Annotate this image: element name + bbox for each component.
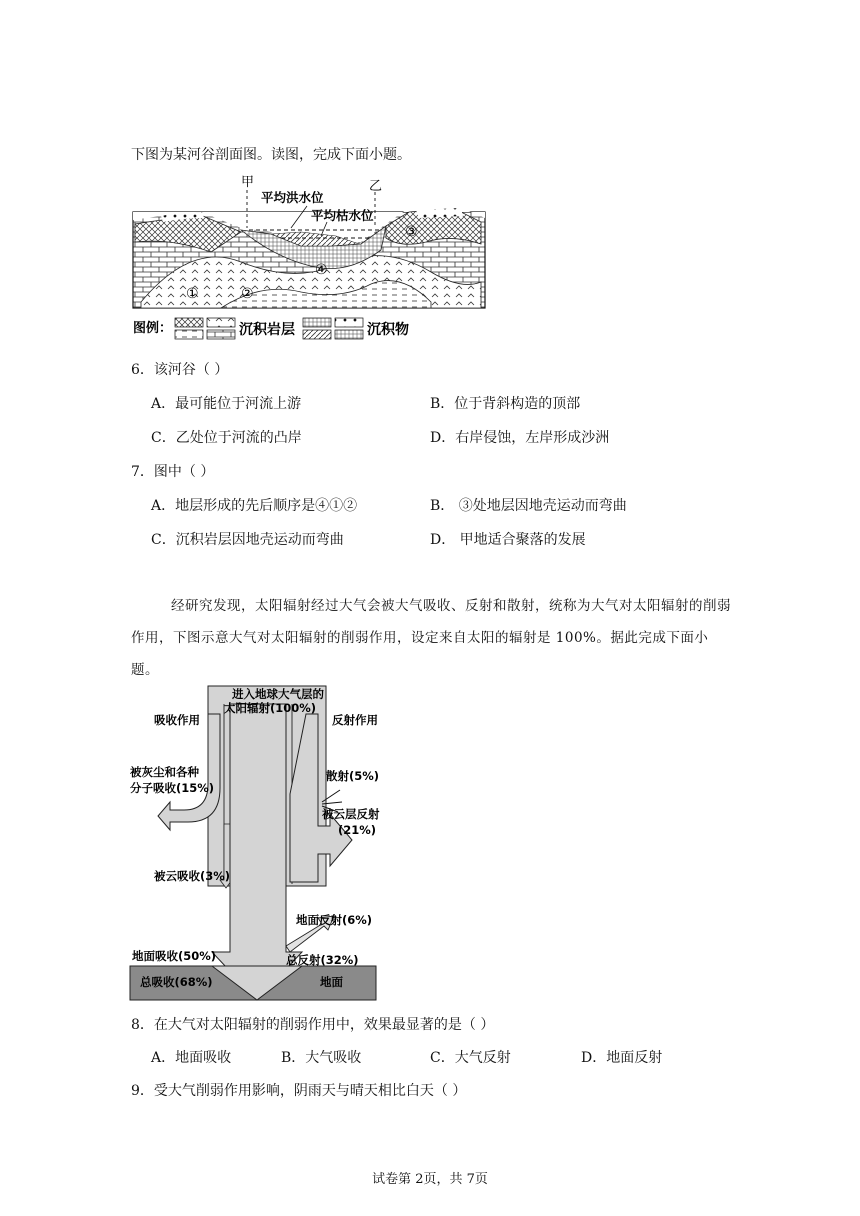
dust-absorb-label-2: 分子吸收(15%)	[130, 781, 215, 795]
ground-label: 地面	[320, 975, 343, 989]
marker-2: ②	[241, 286, 254, 302]
reflection-label: 反射作用	[332, 713, 378, 727]
ground-absorb-label: 地面吸收(50%)	[132, 949, 217, 963]
q7-option-a[interactable]: A．地层形成的先后顺序是④①②	[151, 498, 358, 514]
legend-sediment: 沉积物	[367, 322, 409, 338]
q6-option-a[interactable]: A．最可能位于河流上游	[151, 396, 302, 412]
q8-stem: 8．在大气对太阳辐射的削弱作用中，效果最显著的是（ ）	[131, 1017, 495, 1033]
q8-option-b[interactable]: B．大气吸收	[281, 1050, 362, 1066]
absorption-label: 吸收作用	[154, 713, 200, 727]
solar-radiation-figure	[126, 684, 382, 1004]
flood-level-label: 平均洪水位	[261, 190, 324, 205]
q7-option-d[interactable]: D． 甲地适合聚落的发展	[430, 532, 586, 548]
marker-3: ③	[405, 224, 418, 240]
q7-option-c[interactable]: C．沉积岩层因地壳运动而弯曲	[151, 532, 344, 548]
incoming-radiation-label-1: 进入地球大气层的	[232, 687, 324, 701]
label-jia: 甲	[241, 175, 255, 190]
q7-option-b[interactable]: B． ③处地层因地壳运动而弯曲	[430, 498, 627, 514]
dry-level-label: 平均枯水位	[311, 208, 374, 223]
cloud-reflect-label-2: (21%)	[338, 823, 377, 837]
scatter-label: 散射(5%)	[326, 769, 380, 783]
total-reflect-label: 总反射(32%)	[286, 953, 359, 967]
incoming-radiation-label-2: 太阳辐射(100%)	[224, 701, 317, 715]
q6-option-b[interactable]: B．位于背斜构造的顶部	[430, 396, 581, 412]
q8-option-c[interactable]: C．大气反射	[430, 1050, 511, 1066]
legend-title: 图例：	[133, 321, 173, 336]
dust-absorb-label-1: 被灰尘和各种	[130, 765, 199, 779]
marker-1: ①	[186, 286, 199, 302]
cloud-reflect-label-1: 被云层反射	[322, 807, 380, 821]
cloud-absorb-label: 被云吸收(3%)	[154, 869, 231, 883]
q8-option-d[interactable]: D．地面反射	[581, 1050, 663, 1066]
marker-4: ④	[315, 262, 328, 278]
total-absorb-label: 总吸收(68%)	[140, 975, 213, 989]
q7-stem: 7．图中（ ）	[131, 464, 215, 480]
section1-intro: 下图为某河谷剖面图。读图，完成下面小题。	[131, 147, 411, 163]
q6-option-c[interactable]: C．乙处位于河流的凸岸	[151, 430, 302, 446]
q9-stem: 9．受大气削弱作用影响，阴雨天与晴天相比白天（ ）	[131, 1083, 467, 1099]
section2-intro: 经研究发现，太阳辐射经过大气会被大气吸收、反射和散射，统称为大气对太阳辐射的削弱作用，下图示意大气对太阳辐射的削弱作用，设定来自太阳的辐射是 100%。据此完成下面小题。	[131, 598, 731, 678]
ground-reflect-label: 地面反射(6%)	[296, 913, 373, 927]
q8-option-a[interactable]: A．地面吸收	[151, 1050, 232, 1066]
page-footer: 试卷第 2页，共 7页	[372, 1172, 488, 1187]
q6-stem: 6．该河谷（ ）	[131, 362, 229, 378]
river-valley-profile-figure	[131, 172, 491, 342]
label-yi: 乙	[369, 179, 383, 194]
legend-sedimentary-rock: 沉积岩层	[239, 322, 295, 338]
q6-option-d[interactable]: D．右岸侵蚀，左岸形成沙洲	[430, 430, 610, 446]
